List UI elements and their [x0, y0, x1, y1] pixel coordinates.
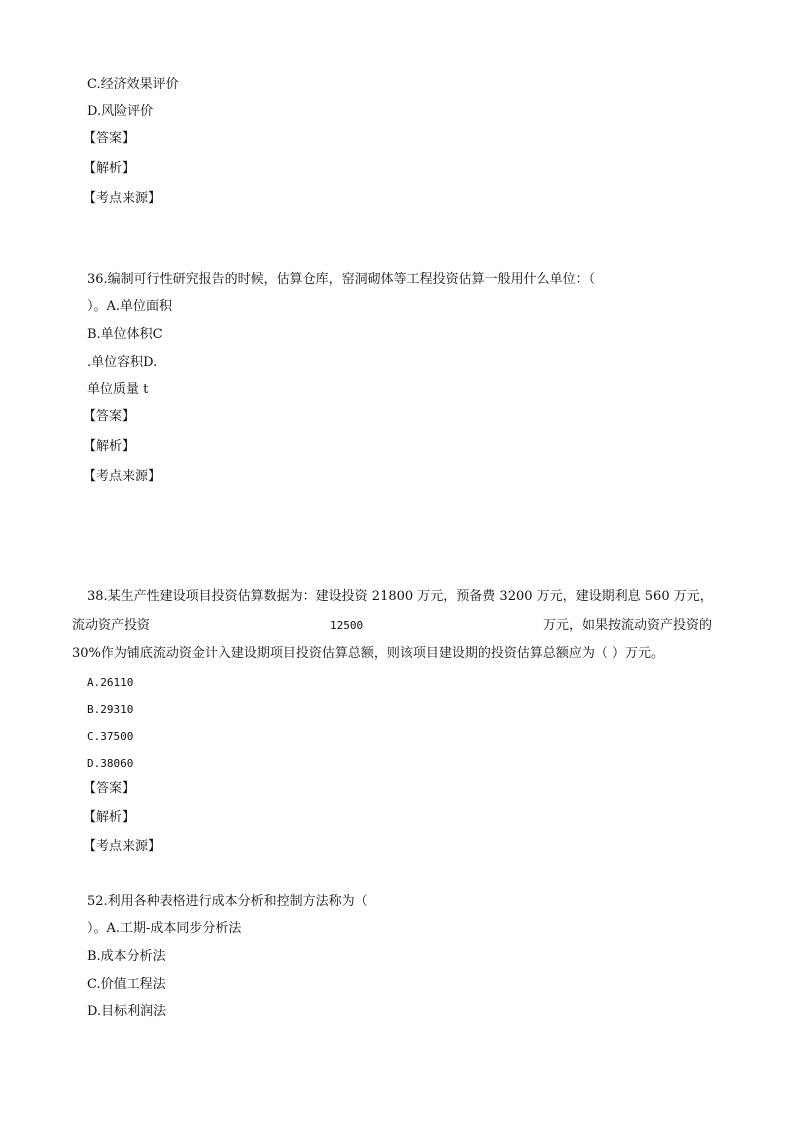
source-label: 【考点来源】 — [83, 469, 162, 484]
option-c: C.价值工程法 — [87, 977, 166, 992]
option-d: D.目标利润法 — [87, 1004, 167, 1019]
answer-label: 【答案】 — [83, 409, 136, 424]
option-c: C.37500 — [87, 730, 134, 743]
answer-label: 【答案】 — [83, 781, 136, 796]
question-36-line-5: 单位质量 t — [87, 382, 149, 397]
option-d: D.38060 — [87, 757, 134, 770]
option-b: B.成本分析法 — [87, 949, 166, 964]
analysis-label: 【解析】 — [83, 810, 136, 825]
question-36-stem: 36.编制可行性研究报告的时候，估算仓库，窑洞砌体等工程投资估算一般用什么单位：（ — [87, 272, 596, 287]
question-38-stem-cont: 30%作为铺底流动资金计入建设期项目投资估算总额，则该项目建设期的投资估算总额应为（ ）万元。 — [72, 646, 665, 661]
analysis-label: 【解析】 — [83, 439, 136, 454]
answer-label: 【答案】 — [83, 131, 136, 146]
question-36-line-3: B.单位体积C — [87, 327, 163, 342]
option-a: A.26110 — [87, 676, 134, 689]
question-38-stem-part2: 12500 — [330, 619, 364, 632]
option-b: B.29310 — [87, 703, 134, 716]
question-38-stem-part1: 流动资产投资 — [72, 618, 151, 633]
question-38-stem-part3: 万元，如果按流动资产投资的 — [543, 618, 713, 633]
question-52-stem: 52.利用各种表格进行成本分析和控制方法称为（ — [87, 894, 368, 909]
analysis-label: 【解析】 — [83, 161, 136, 176]
option-d: D.风险评价 — [87, 104, 154, 119]
question-52-stem-cont: ）。A.工期-成本同步分析法 — [87, 921, 242, 936]
question-36-stem-cont: ）。A.单位面积 — [87, 299, 173, 314]
question-38-stem: 38.某生产性建设项目投资估算数据为：建设投资 21800 万元，预备费 3200 万元，建设期利息 560 万元， — [87, 589, 713, 604]
question-36-line-4: .单位容积D. — [87, 355, 158, 370]
source-label: 【考点来源】 — [83, 839, 162, 854]
source-label: 【考点来源】 — [83, 191, 162, 206]
option-c: C.经济效果评价 — [87, 77, 179, 92]
